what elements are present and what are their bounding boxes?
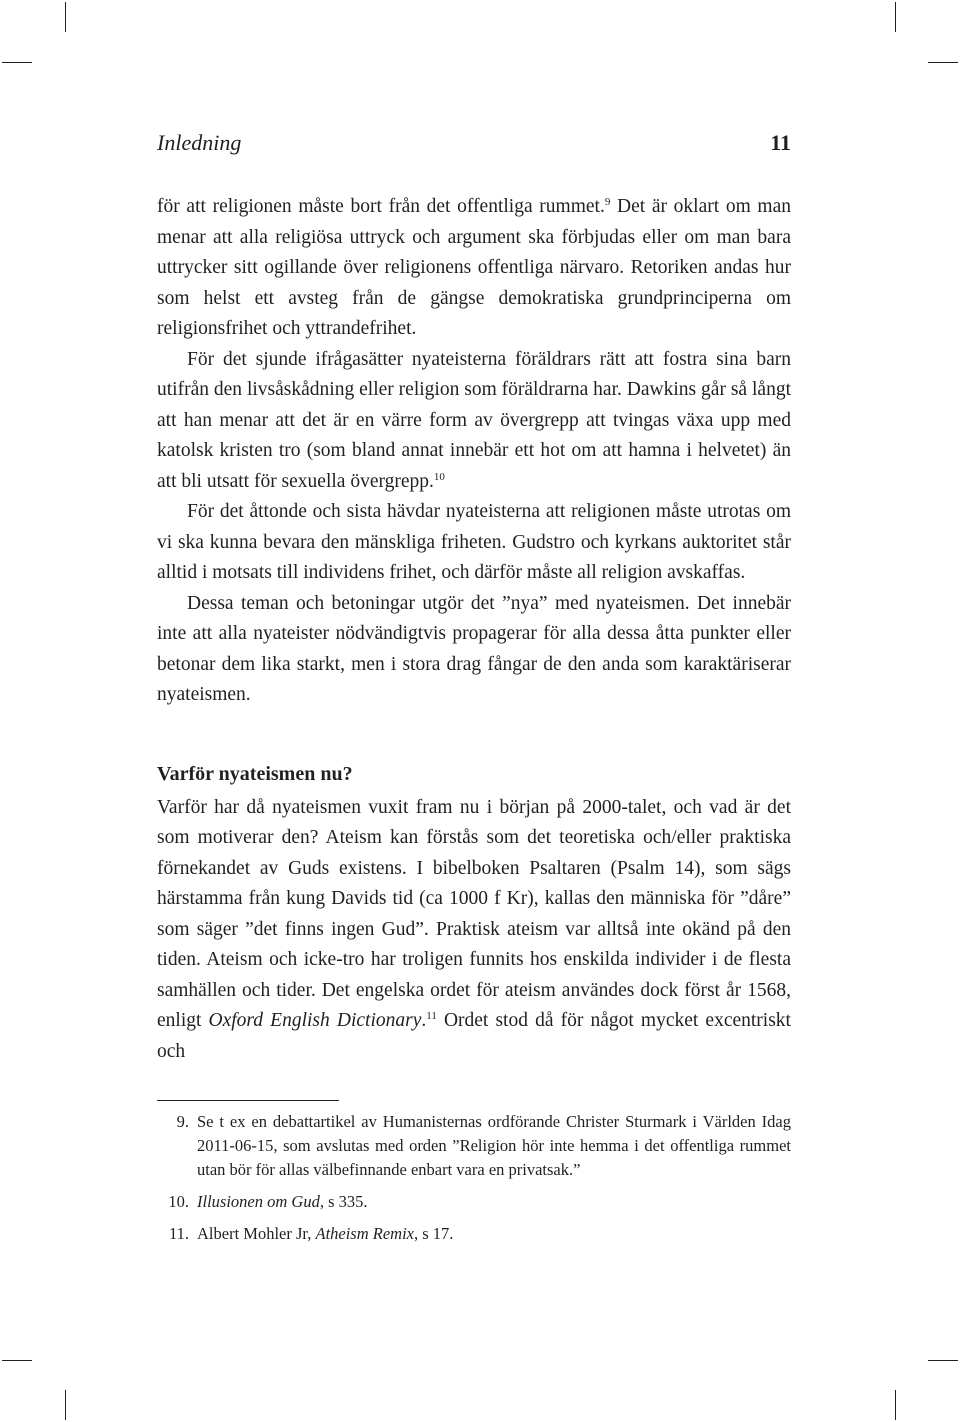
footnote-11 xyxy=(157,1222,791,1246)
running-head xyxy=(157,130,791,166)
crop-mark xyxy=(895,2,896,32)
footnote-ref-10[interactable]: 10 xyxy=(433,470,445,483)
crop-mark xyxy=(65,1390,66,1420)
footnote-text: Albert Mohler Jr, Atheism Remix, s 17. xyxy=(197,1224,454,1243)
paragraph-4: Dessa teman och betoningar utgör det ”nya” med nyateismen. Det innebär inte att alla nyateister nödvändigtvis propagerar för alla dessa åtta punkter eller betonar dem lika starkt, men i stora drag fångar de den anda som karaktäriserar nyateismen. xyxy=(157,592,791,705)
footnotes xyxy=(157,1110,791,1254)
paragraph-3: För det åttonde och sista hävdar nyateisterna att religionen måste utrotas om vi ska kunna bevara den mänskliga friheten. Gudstro och kyrkans auktoritet står alltid i motsats till individens frihet, och därför måste all religion avskaffas. xyxy=(157,501,791,583)
footnote-ref-11[interactable]: 11 xyxy=(426,1010,437,1022)
section-heading: Varför nyateismen nu? xyxy=(157,762,353,785)
crop-mark xyxy=(928,1360,958,1361)
footnote-9 xyxy=(157,1110,791,1182)
italic-title: Oxford English Dictionary xyxy=(208,1010,422,1031)
footnote-number: 11. xyxy=(168,1224,189,1243)
footnote-ref-9[interactable]: 9 xyxy=(604,196,611,208)
crop-mark xyxy=(2,1360,32,1361)
crop-mark xyxy=(2,62,32,63)
paragraph-1: för att religionen måste bort från det offentliga rummet.$^9$ Det är oklart om man menar att alla religiösa uttryck och argument ska förbjudas eller om man bara uttrycker sitt ogillande över religionens offentliga närvaro. Retoriken andas hur som helst ett avsteg från de gängse demokratiska grundprinciperna om religionsfrihet och yttrandefrihet. xyxy=(157,196,792,339)
running-title: Inledning xyxy=(157,130,242,155)
body-text xyxy=(157,192,791,1067)
footnote-text: Illusionen om Gud, s 335. xyxy=(197,1192,368,1211)
footnote-number: 9. xyxy=(176,1112,189,1131)
crop-mark xyxy=(65,2,66,32)
footnote-text: Se t ex en debattartikel av Humanisternas ordförande Christer Sturmark i Världen Idag 2011-06-15, som avslutas med orden ”Religion hör inte hemma i det offentliga rummet utan bör för allas välbefinnande enbart vara en privatsak.” xyxy=(197,1112,791,1179)
paragraph-2: För det sjunde ifrågasätter nyateisterna föräldrars rätt att fostra sina barn utifrån den livsåskådning eller religion som föräldrarna har. Dawkins går så långt att han menar att det är en värre form av övergrepp att tvingas växa upp med katolsk kristen tro (som bland annat innebär ett hot om att hamna i helvetet) än att bli utsatt för sexuella övergrepp.$^{10}$ xyxy=(157,348,791,492)
paragraph-5: Varför har då nyateismen vuxit fram nu i början på 2000-talet, och vad är det som motiverar den? Ateism kan förstås som det teoretiska och/eller praktiska förnekandet av Guds existens. I bibelboken Psaltaren (Psalm 14), som sägs härstamma från kung Davids tid (ca 1000 f Kr), kallas den människa för ”dåre” som säger ”det finns ingen Gud”. Praktisk ateism var alltså inte okänd på den tiden. Ateism och icke-tro har troligen funnits hos enskilda individer i de flesta samhällen och tider. Det engelska ordet för ateism användes dock först år 1568, enligt Oxford English Dictionary.$^{11}$ Ordet stod då för något mycket excentriskt och xyxy=(157,796,791,1062)
crop-mark xyxy=(895,1390,896,1420)
page-number: 11 xyxy=(770,130,791,155)
footnote-10 xyxy=(157,1190,791,1214)
footnote-divider xyxy=(157,1100,339,1101)
footnote-number: 10. xyxy=(168,1192,189,1211)
crop-mark xyxy=(928,62,958,63)
